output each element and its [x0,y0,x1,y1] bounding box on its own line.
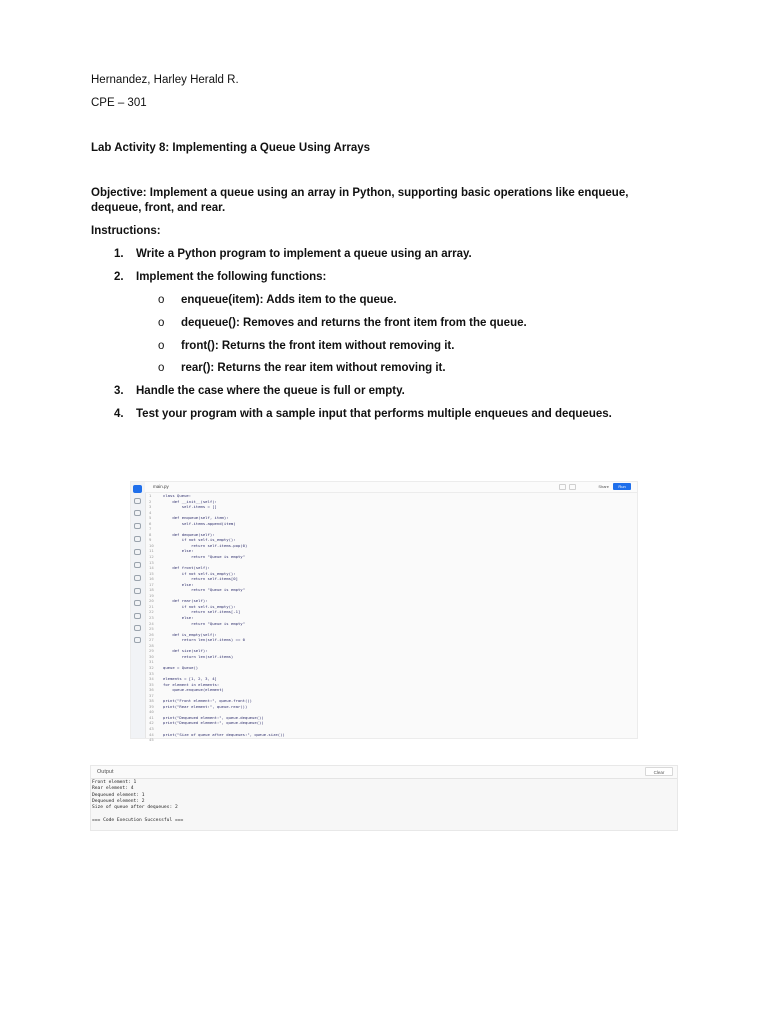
code-text: return len(self.items) [163,653,234,659]
code-area [149,493,633,743]
language-icon [134,637,141,643]
code-text: queue = Queue() [163,664,199,670]
line-number: 31 [149,659,154,665]
line-number: 40 [149,709,154,715]
language-icon [134,510,141,516]
line-number: 30 [149,653,154,659]
language-icon [134,600,141,606]
code-text: return "Queue is empty" [163,587,245,593]
code-text: elements = [1, 2, 3, 4] [163,676,217,682]
language-icon [134,562,141,568]
code-text: def enqueue(self, item): [163,515,229,521]
instruction-item: 1. Write a Python program to implement a queue using an array. [114,248,472,260]
line-number: 22 [149,609,154,615]
code-text: def is_empty(self): [163,631,217,637]
line-number: 15 [149,570,154,576]
code-text: return self.items[0] [163,576,238,582]
line-number: 35 [149,681,154,687]
line-number: 12 [149,554,154,560]
python-icon [134,498,141,504]
line-number: 37 [149,692,154,698]
clear-button: Clear [645,767,673,776]
line-number: 20 [149,598,154,604]
code-text: else: [163,581,194,587]
line-number: 3 [149,504,152,510]
code-text: if not self.is_empty(): [163,537,236,543]
output-text [92,780,183,824]
code-text: return self.items[-1] [163,609,241,615]
line-number: 7 [149,526,152,532]
output-line: === Code Execution Successful === [92,817,184,823]
function-item: o rear(): Returns the rear item without removing it. [158,362,446,374]
line-number: 2 [149,498,152,504]
line-number: 34 [149,676,154,682]
line-number: 26 [149,631,154,637]
language-icon [134,588,141,594]
line-number: 36 [149,687,154,693]
line-number: 43 [149,725,154,731]
code-text: print("Dequeued element:", queue.dequeue()) [163,720,264,726]
code-text: return len(self.items) == 0 [163,637,245,643]
output-line: Dequeued element: 2 [92,798,145,804]
output-line: Size of queue after dequeues: 2 [92,805,178,811]
code-text: def dequeue(self): [163,531,215,537]
instructions-label: Instructions: [91,225,161,237]
line-number: 10 [149,542,154,548]
language-icon [134,613,141,619]
author-name: Hernandez, Harley Herald R. [91,74,239,86]
line-number: 11 [149,548,154,554]
code-text: def __init__(self): [163,498,217,504]
instruction-item: 4. Test your program with a sample input that performs multiple enqueues and dequeues. [114,408,612,420]
code-text: print("Rear element:", queue.rear()) [163,703,248,709]
line-number: 4 [149,509,152,515]
language-icon [134,536,141,542]
line-number: 41 [149,714,154,720]
code-line [149,737,633,743]
code-text: self.items = [] [163,504,217,510]
editor-toolbar [145,482,637,493]
line-number: 5 [149,515,152,521]
share-button: Share [598,484,609,489]
code-text: self.items.append(item) [163,520,236,526]
line-number: 16 [149,576,154,582]
line-number: 39 [149,703,154,709]
line-number: 28 [149,642,154,648]
line-number: 24 [149,620,154,626]
theme-icon [569,484,576,490]
line-number: 45 [149,737,154,743]
line-number: 25 [149,626,154,632]
code-text: print("Dequeued element:", queue.dequeue()) [163,714,264,720]
activity-title: Lab Activity 8: Implementing a Queue Using Arrays [91,142,371,154]
line-number: 1 [149,493,152,498]
line-number: 29 [149,648,154,654]
code-text: print("Front element:", queue.front()) [163,698,253,704]
code-text: return self.items.pop(0) [163,542,248,548]
output-title: Output [97,769,114,775]
code-text: if not self.is_empty(): [163,603,236,609]
line-number: 42 [149,720,154,726]
instruction-item: 3. Handle the case where the queue is full or empty. [114,385,405,397]
line-number: 14 [149,565,154,571]
code-text: else: [163,615,194,621]
course-section: CPE – 301 [91,97,147,109]
line-number: 32 [149,664,154,670]
code-text: if not self.is_empty(): [163,570,236,576]
compiler-logo-icon [133,485,142,493]
code-text: def size(self): [163,648,208,654]
line-number: 38 [149,698,154,704]
line-number: 17 [149,581,154,587]
code-editor-screenshot [130,481,638,743]
fullscreen-icon [559,484,566,490]
code-text: return "Queue is empty" [163,554,245,560]
code-text: def rear(self): [163,598,208,604]
language-icon [134,625,141,631]
code-text: for element in elements: [163,681,220,687]
language-icon [134,549,141,555]
run-button: Run [613,483,631,490]
file-tab: main.py [153,484,169,489]
output-panel-screenshot [90,765,678,831]
code-text: print("Size of queue after dequeues:", queue.size()) [163,731,285,737]
line-number: 33 [149,670,154,676]
output-header [91,766,677,779]
code-text: return "Queue is empty" [163,620,245,626]
line-number: 6 [149,520,152,526]
language-icon [134,523,141,529]
function-item: o front(): Returns the front item without removing it. [158,340,455,352]
line-number: 19 [149,592,154,598]
function-item: o dequeue(): Removes and returns the front item from the queue. [158,317,527,329]
code-text: def front(self): [163,565,210,571]
line-number: 18 [149,587,154,593]
line-number: 8 [149,531,152,537]
code-text: queue.enqueue(element) [163,687,224,693]
line-number: 23 [149,615,154,621]
output-line: Front element: 1 [92,780,137,785]
language-icon [134,575,141,581]
editor-sidebar [131,482,146,738]
line-number: 9 [149,537,152,543]
function-item: o enqueue(item): Adds item to the queue. [158,294,397,306]
code-text: class Queue: [163,493,192,498]
code-text: else: [163,548,194,554]
output-line: Dequeued element: 1 [92,792,145,798]
line-number: 13 [149,559,154,565]
objective-text: Objective: Implement a queue using an array in Python, supporting basic operations like enqueue, dequeue, front, and rear. [91,187,629,214]
line-number: 44 [149,731,154,737]
output-line: Rear element: 4 [92,786,134,792]
instruction-item: 2. Implement the following functions: [114,271,327,283]
line-number: 27 [149,637,154,643]
line-number: 21 [149,603,154,609]
